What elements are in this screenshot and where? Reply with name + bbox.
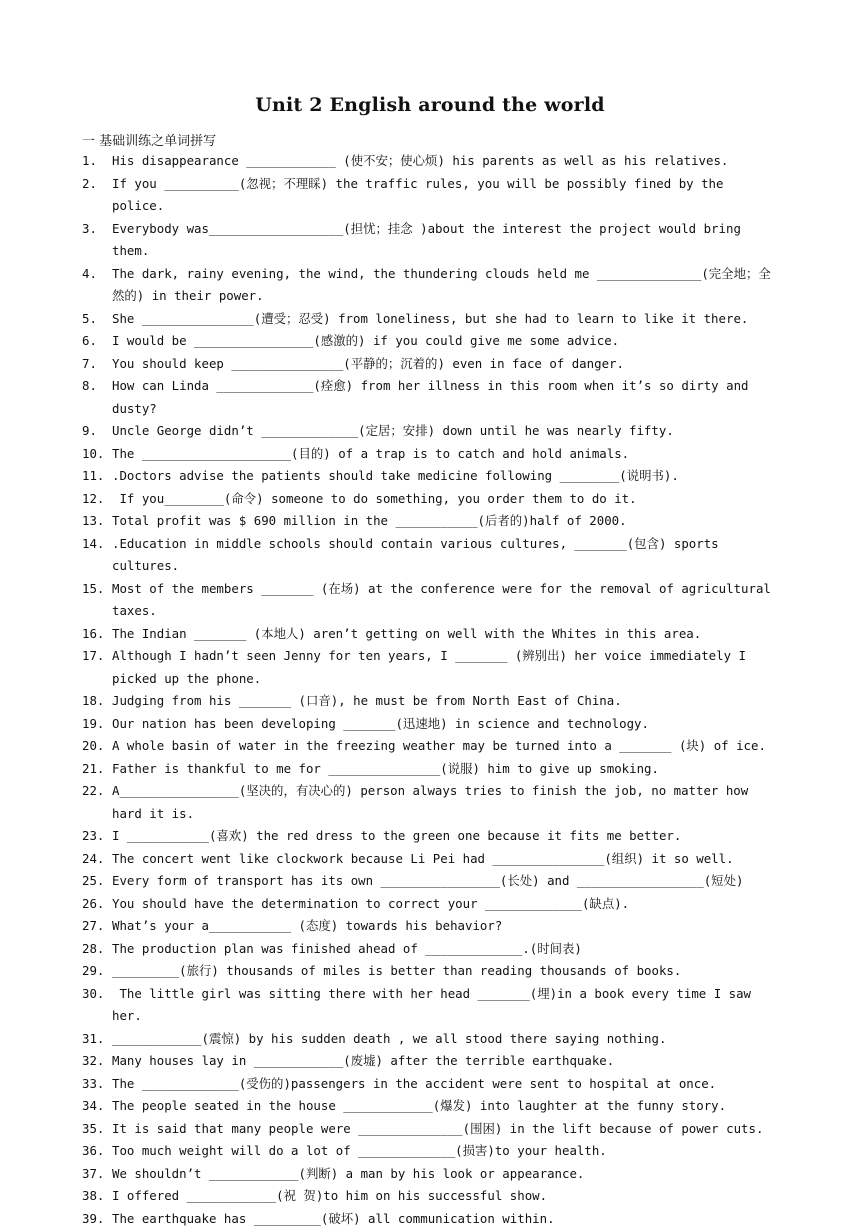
exercise-number: 22. <box>82 780 112 825</box>
exercise-item <box>82 758 782 781</box>
exercise-item <box>82 960 782 983</box>
section-heading: 一 基础训练之单词拼写 <box>82 130 216 149</box>
exercise-text: If you________(命令) someone to do something, you order them to do it. <box>112 488 782 511</box>
exercise-text: The _____________(受伤的)passengers in the accident were sent to hospital at once. <box>112 1073 782 1096</box>
exercise-text: A whole basin of water in the freezing weather may be turned into a _______ (块) of ice. <box>112 735 782 758</box>
exercise-item <box>82 578 782 623</box>
exercise-number: 28. <box>82 938 112 961</box>
exercise-number: 27. <box>82 915 112 938</box>
exercise-text: I offered ____________(祝 贺)to him on his successful show. <box>112 1185 782 1208</box>
exercise-number: 31. <box>82 1028 112 1051</box>
exercise-text: The people seated in the house ____________(爆发) into laughter at the funny story. <box>112 1095 782 1118</box>
exercise-number: 34. <box>82 1095 112 1118</box>
exercise-text: .Education in middle schools should contain various cultures, _______(包含) sports cultures. <box>112 533 782 578</box>
exercise-text: The ____________________(目的) of a trap is to catch and hold animals. <box>112 443 782 466</box>
exercise-number: 23. <box>82 825 112 848</box>
exercise-item <box>82 915 782 938</box>
exercise-number: 13. <box>82 510 112 533</box>
exercise-text: You should have the determination to correct your _____________(缺点). <box>112 893 782 916</box>
exercise-number: 6. <box>82 330 112 353</box>
exercise-item <box>82 1095 782 1118</box>
exercise-number: 16. <box>82 623 112 646</box>
exercise-text: The little girl was sitting there with her head _______(埋)in a book every time I saw her. <box>112 983 782 1028</box>
exercise-item <box>82 173 782 218</box>
exercise-item <box>82 1208 782 1230</box>
exercise-item <box>82 533 782 578</box>
exercise-number: 33. <box>82 1073 112 1096</box>
exercise-number: 17. <box>82 645 112 690</box>
exercise-text: The dark, rainy evening, the wind, the thundering clouds held me ______________(完全地；全然的) in their power. <box>112 263 782 308</box>
exercise-text: Everybody was__________________(担忧；挂念 )about the interest the project would bring them. <box>112 218 782 263</box>
exercise-item <box>82 983 782 1028</box>
exercise-text: Many houses lay in ____________(废墟) after the terrible earthquake. <box>112 1050 782 1073</box>
exercise-item <box>82 488 782 511</box>
exercise-number: 25. <box>82 870 112 893</box>
exercise-text: The concert went like clockwork because Li Pei had _______________(组织) it so well. <box>112 848 782 871</box>
exercise-number: 36. <box>82 1140 112 1163</box>
exercise-text: .Doctors advise the patients should take medicine following ________(说明书). <box>112 465 782 488</box>
exercise-text: I would be ________________(感激的) if you could give me some advice. <box>112 330 782 353</box>
exercise-number: 10. <box>82 443 112 466</box>
exercise-number: 9. <box>82 420 112 443</box>
exercise-number: 1. <box>82 150 112 173</box>
exercise-text: Uncle George didn’t _____________(定居；安排) down until he was nearly fifty. <box>112 420 782 443</box>
exercise-text: She _______________(遭受；忍受) from loneliness, but she had to learn to like it there. <box>112 308 782 331</box>
exercise-text: The production plan was finished ahead of _____________.(时间表) <box>112 938 782 961</box>
exercise-number: 18. <box>82 690 112 713</box>
exercise-item <box>82 713 782 736</box>
exercise-item <box>82 825 782 848</box>
exercise-item <box>82 353 782 376</box>
exercise-text: His disappearance ____________ (使不安；使心烦) his parents as well as his relatives. <box>112 150 782 173</box>
exercise-item <box>82 1185 782 1208</box>
exercise-number: 20. <box>82 735 112 758</box>
exercise-item <box>82 848 782 871</box>
exercise-item <box>82 1073 782 1096</box>
exercise-text: The earthquake has _________(破坏) all communication within. <box>112 1208 782 1230</box>
exercise-item <box>82 150 782 173</box>
exercise-text: How can Linda _____________(痊愈) from her illness in this room when it’s so dirty and dusty? <box>112 375 782 420</box>
exercise-number: 29. <box>82 960 112 983</box>
exercise-text: Too much weight will do a lot of _____________(损害)to your health. <box>112 1140 782 1163</box>
exercise-text: I ___________(喜欢) the red dress to the green one because it fits me better. <box>112 825 782 848</box>
exercise-number: 19. <box>82 713 112 736</box>
exercise-number: 24. <box>82 848 112 871</box>
exercise-text: The Indian _______ (本地人) aren’t getting on well with the Whites in this area. <box>112 623 782 646</box>
exercise-item <box>82 420 782 443</box>
exercise-item <box>82 1028 782 1051</box>
exercise-number: 26. <box>82 893 112 916</box>
exercise-text: A________________(坚决的，有决心的) person always tries to finish the job, no matter how hard it is. <box>112 780 782 825</box>
exercise-text: If you __________(忽视；不理睬) the traffic rules, you will be possibly fined by the police. <box>112 173 782 218</box>
exercise-text: _________(旅行) thousands of miles is better than reading thousands of books. <box>112 960 782 983</box>
exercise-item <box>82 735 782 758</box>
exercise-number: 5. <box>82 308 112 331</box>
exercise-item <box>82 870 782 893</box>
exercise-number: 7. <box>82 353 112 376</box>
exercise-text: It is said that many people were ______________(围困) in the lift because of power cuts. <box>112 1118 782 1141</box>
exercise-number: 12. <box>82 488 112 511</box>
exercise-text: Every form of transport has its own ________________(长处) and _________________(短处) <box>112 870 782 893</box>
exercise-text: Father is thankful to me for _______________(说服) him to give up smoking. <box>112 758 782 781</box>
exercise-item <box>82 263 782 308</box>
exercise-number: 30. <box>82 983 112 1028</box>
exercise-number: 15. <box>82 578 112 623</box>
exercise-item <box>82 893 782 916</box>
exercise-number: 4. <box>82 263 112 308</box>
exercise-number: 39. <box>82 1208 112 1230</box>
exercise-number: 8. <box>82 375 112 420</box>
exercise-item <box>82 645 782 690</box>
exercise-number: 3. <box>82 218 112 263</box>
document-title: Unit 2 English around the world <box>0 94 860 116</box>
exercise-text: Although I hadn’t seen Jenny for ten years, I _______ (辨别出) her voice immediately I picked up the phone. <box>112 645 782 690</box>
exercise-item <box>82 690 782 713</box>
exercise-text: Most of the members _______ (在场) at the conference were for the removal of agricultural taxes. <box>112 578 782 623</box>
exercise-item <box>82 1140 782 1163</box>
exercise-text: You should keep _______________(平静的；沉着的) even in face of danger. <box>112 353 782 376</box>
exercise-item <box>82 308 782 331</box>
exercise-number: 14. <box>82 533 112 578</box>
exercise-item <box>82 623 782 646</box>
exercise-number: 35. <box>82 1118 112 1141</box>
exercise-number: 21. <box>82 758 112 781</box>
exercise-item <box>82 375 782 420</box>
exercise-item <box>82 465 782 488</box>
exercise-item <box>82 443 782 466</box>
exercise-number: 37. <box>82 1163 112 1186</box>
exercise-number: 38. <box>82 1185 112 1208</box>
exercise-number: 32. <box>82 1050 112 1073</box>
exercise-text: Judging from his _______ (口音), he must be from North East of China. <box>112 690 782 713</box>
exercise-item <box>82 1118 782 1141</box>
exercise-item <box>82 218 782 263</box>
exercise-text: What’s your a___________ (态度) towards his behavior? <box>112 915 782 938</box>
exercise-item <box>82 780 782 825</box>
exercise-item <box>82 510 782 533</box>
exercise-number: 2. <box>82 173 112 218</box>
exercise-list <box>82 150 782 1230</box>
exercise-text: Total profit was $ 690 million in the ___________(后者的)half of 2000. <box>112 510 782 533</box>
exercise-number: 11. <box>82 465 112 488</box>
exercise-item <box>82 330 782 353</box>
exercise-text: Our nation has been developing _______(迅速地) in science and technology. <box>112 713 782 736</box>
exercise-text: We shouldn’t ____________(判断) a man by his look or appearance. <box>112 1163 782 1186</box>
exercise-text: ____________(震惊) by his sudden death , we all stood there saying nothing. <box>112 1028 782 1051</box>
exercise-item <box>82 1163 782 1186</box>
exercise-item <box>82 1050 782 1073</box>
exercise-item <box>82 938 782 961</box>
